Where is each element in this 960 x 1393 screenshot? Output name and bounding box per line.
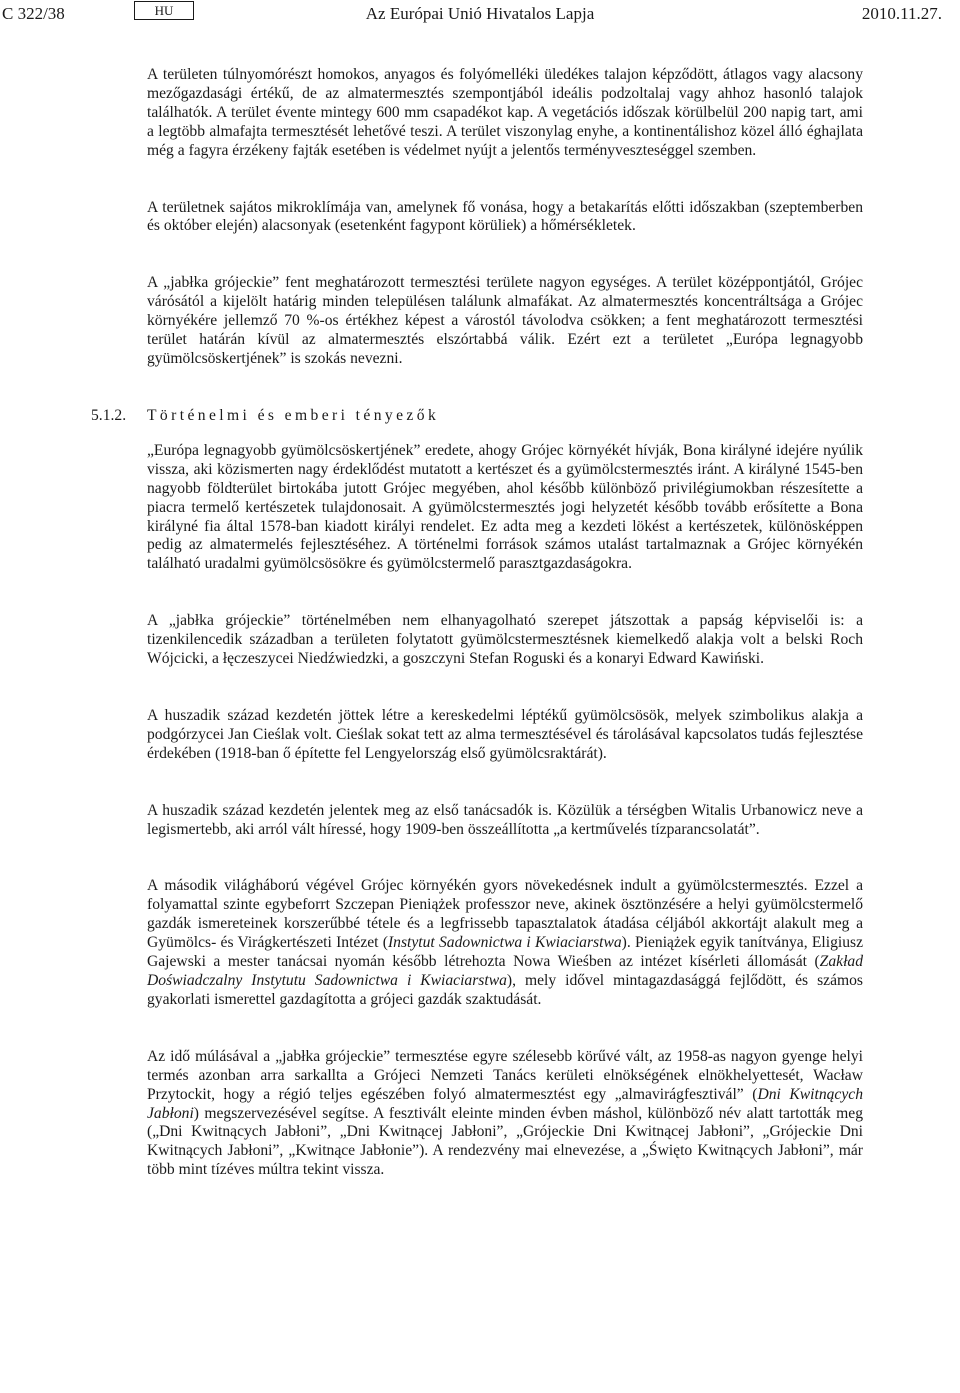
paragraph-origin: „Európa legnagyobb gyümölcsöskertjének” eredete, ahogy Grójec környékét hívják, Bona királyné idejére nyúlik vissza, aki közismerten nagy érdeklődést mutatott a kertészet és a gyümölcstermesztés iránt. A királyné 1545-ben nagyobb földterület birtokába jutott Grójec megyében, ahol később különböző privilégiumokban részesítette a piacra termelő kertészetek tulajdonosait. A gyümölcstermesztés jogi helyzetét később tovább erősítette a Bona királyné fia által 1578-ban kiadott királyi rendelet. Ez adta meg a kezdeti lökést a kertészetek, különösképpen pedig az almatermelés fejlesztéséhez. A történelmi források számos utalást tartalmaznak a Grójec környékén található uradalmi gyümölcsösökre és gyümölcstermelő parasztgazdaságokra. — [147, 441, 863, 573]
paragraph-soil: A területen túlnyomórészt homokos, anyagos és folyómelléki üledékes talajon képződött, átlagos vagy alacsony mezőgazdasági értékű, de az almatermesztés szempontjából ideális podzoltalaj vagy ahhoz hasonló talajok találhatók. A terület évente mintegy 600 mm csapadékot kap. A vegetációs időszak körülbelül 200 napig tart, ami a legtöbb almafajta termesztését lehetővé teszi. A terület viszonylag enyhe, a kontinentálishoz közel álló éghajlata még a fagyra érzékeny fajták esetében is védelmet nyújt a jelentős terményveszteséggel szemben. — [147, 66, 863, 159]
paragraph-clergy: A „jabłka grójeckie” történelmében nem elhanyagolható szerepet játszottak a papság képviselői is: a tizenkilencedik században a területen folytatott gyümölcstermesztésnek kiemelkedő alakja volt a belski Roch Wójcicki, a łęczeszycei Niedźwiedzki, a goszczyni Stefan Roguski és a konaryi Edward Kawiński. — [147, 612, 863, 668]
journal-series-number: C 322/38 — [2, 4, 65, 23]
publication-date: 2010.11.27. — [861, 4, 942, 23]
paragraph-post-war — [147, 877, 863, 1009]
section-heading — [91, 406, 863, 426]
festival-text-1: Az idő múlásával a „jabłka grójeckie” termesztése egyre szélesebb körűvé vált, az 1958-as nagyon gyenge helyi termés azonban arra sarkallta a Grójeci Nemzeti Tanács kerületi elnökségének elnökhelyettesét, Wacław Przytockit, hogy a régió teljes egészében folyó almatermesztést egy „almavirágfesztivál” ( — [147, 1047, 863, 1103]
language-code-box: HU — [134, 1, 194, 20]
post-war-institute-name: Instytut Sadownictwa i Kwiaciarstwa — [387, 934, 622, 952]
paragraph-microclimate: A területnek sajátos mikroklímája van, amelynek fő vonása, hogy a betakarítás előtti időszakban (szeptemberben és október elején) alacsonyak (esetenként fagypont körüliek) a hőmérsékletek. — [147, 198, 863, 235]
post-war-text-1: A második világháború végével Grójec környékén gyors növekedésnek indult a gyümölcstermesztés. Ezzel a folyamattal szinte egybeforrt Szczepan Pieniążek professzor neve, akinek ösztönzésére a helyi gyümölcstermelő gazdák ismereteinek korszerűbbé tétele és a legfrissebb tapasztalatok átadása céljából akkortájt alakult meg a Gyümölcs- és Virágkertészeti Intézet ( — [147, 877, 863, 952]
journal-title: Az Európai Unió Hivatalos Lapja — [365, 4, 595, 23]
paragraph-festival — [147, 1048, 863, 1180]
paragraph-production-area: A „jabłka grójeckie” fent meghatározott termesztési területe nagyon egységes. A terület középpontjától, Grójec várósától a kijelölt határig minden településen találunk almafákat. Az almatermesztés koncentráltsága a Grójec környékére jellemző 70 %-os értékhez képest a várostól távolodva csökken; a fent meghatározott termesztési terület határán kívül az almatermesztés elszórtabbá válik. Ezért ezt a területet „Európa legnagyobb gyümölcsöskertjének” is szokás nevezni. — [147, 274, 863, 367]
post-war-station-name: Zakład Doświadczalny Instytutu Sadownictwa i Kwiaciarstwa — [147, 953, 863, 989]
post-war-text-3: ), mely idővel mintagazdasággá fejlődött, és számos gyakorlati ismerettel gazdagította a grójeci gazdák szaktudását. — [147, 972, 863, 1008]
document-body — [91, 66, 863, 1218]
festival-text-2: ) megszervezésével segítse. A fesztivált eleinte minden évben máshol, különböző név alatt tartották meg („Dni Kwitnących Jabłoni”, „Dni Kwitnącej Jabłoni”, „Grójeckie Dni Kwitnącej Jabłoni”, „Grójeckie Dni Kwitnących Jabłoni”, „Kwitnące Jabłonie”). A rendezvény mai elnevezése, a „Święto Kwitnących Jabłoni”, már több mint tízéves múltra tekint vissza. — [147, 1104, 863, 1179]
section-title: Történelmi és emberi tényezők — [147, 406, 440, 424]
festival-name-italic: Dni Kwitnących Jabłoni — [147, 1085, 863, 1122]
page-header — [0, 0, 960, 28]
post-war-text-2: ). Pieniążek egyik tanítványa, Eligiusz Gajewski a mester tanácsai nyomán később létrehozta Nowa Wieśben az intézet kísérleti állomását ( — [147, 934, 863, 971]
paragraph-advisors: A huszadik század kezdetén jelentek meg az első tanácsadók is. Közülük a térségben Witalis Urbanowicz neve a legismertebb, aki arról vált híressé, hogy 1909-ben összeállította „a kertművelés tízparancsolatát”. — [147, 801, 863, 838]
section-number: 5.1.2. — [91, 406, 127, 424]
paragraph-commercial-orchards: A huszadik század kezdetén jöttek létre a kereskedelmi léptékű gyümölcsösök, melyek szimbolikus alakja a podgórzycei Jan Cieślak volt. Cieślak sokat tett az alma termesztésével és tárolásával kapcsolatos tudás fejlesztése érdekében (1918-ban ő építette fel Lengyelország első gyümölcsraktárát). — [147, 706, 863, 762]
